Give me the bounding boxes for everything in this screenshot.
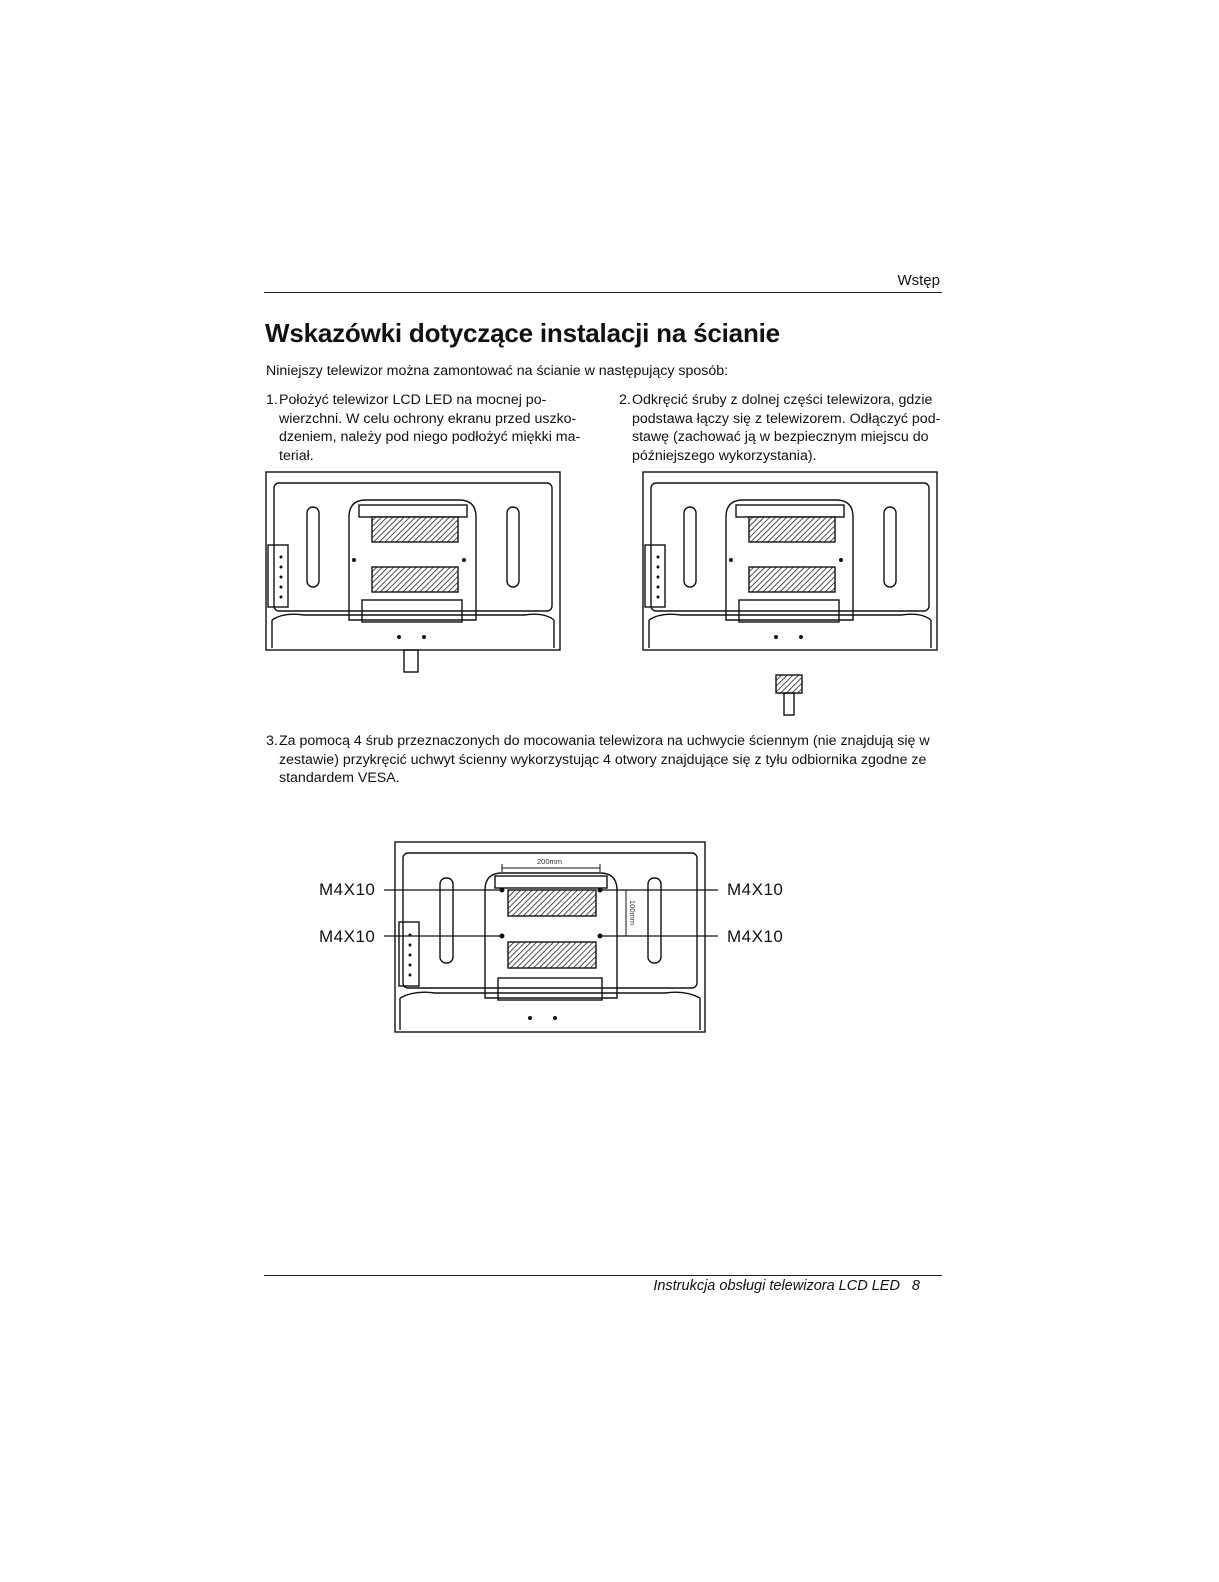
page-title: Wskazówki dotyczące instalacji na ścianie <box>265 318 780 348</box>
step-text: Odkręcić śruby z dolnej części telewizora, gdzie podstawa łączy się z telewizorem. Odłączyć pod- stawę (zachować ją w bezpiecznym miejscu do późniejszego wykorzystania). <box>632 392 941 464</box>
screw-label-bottom-right: M4X10 <box>727 927 784 946</box>
screw-label-bottom-left: M4X10 <box>319 927 376 946</box>
vesa-mounting-diagram <box>380 838 720 1038</box>
footer <box>560 1278 920 1294</box>
step-1 <box>266 391 596 465</box>
step-text: Za pomocą 4 śrub przeznaczonych do mocowania telewizora na uchwycie ściennym (nie znajdują się w zestawie) przykręcić uchwyt ścienny wykorzystując 4 otwory znajdujące się z tyłu odbiornika zgodne ze standardem VESA. <box>279 733 930 786</box>
tv-back-with-stand-figure <box>264 470 564 675</box>
step-2 <box>619 391 949 465</box>
footer-manual-title: Instrukcja obsługi telewizora LCD LED <box>653 1278 900 1294</box>
step-number: 3. <box>266 733 278 749</box>
dimension-horizontal: 200mm <box>537 857 563 866</box>
step-text: Położyć telewizor LCD LED na mocnej po- wierzchni. W celu ochrony ekranu przed uszko- dzeniem, należy pod niego podłożyć miękki ma- teriał. <box>279 392 581 464</box>
dimension-vertical: 100mm <box>628 900 637 926</box>
footer-rule <box>264 1275 942 1276</box>
step-number: 1. <box>266 392 278 408</box>
screw-label-top-left: M4X10 <box>319 880 376 899</box>
header-rule <box>264 292 942 293</box>
step-3 <box>266 732 936 788</box>
tv-back-stand-removed-figure <box>641 470 941 720</box>
intro-text: Niniejszy telewizor można zamontować na ścianie w następujący sposób: <box>266 363 729 379</box>
step-number: 2. <box>619 392 631 408</box>
page-number: 8 <box>911 1278 920 1294</box>
header-section-label: Wstęp <box>897 272 940 289</box>
screw-label-top-right: M4X10 <box>727 880 784 899</box>
